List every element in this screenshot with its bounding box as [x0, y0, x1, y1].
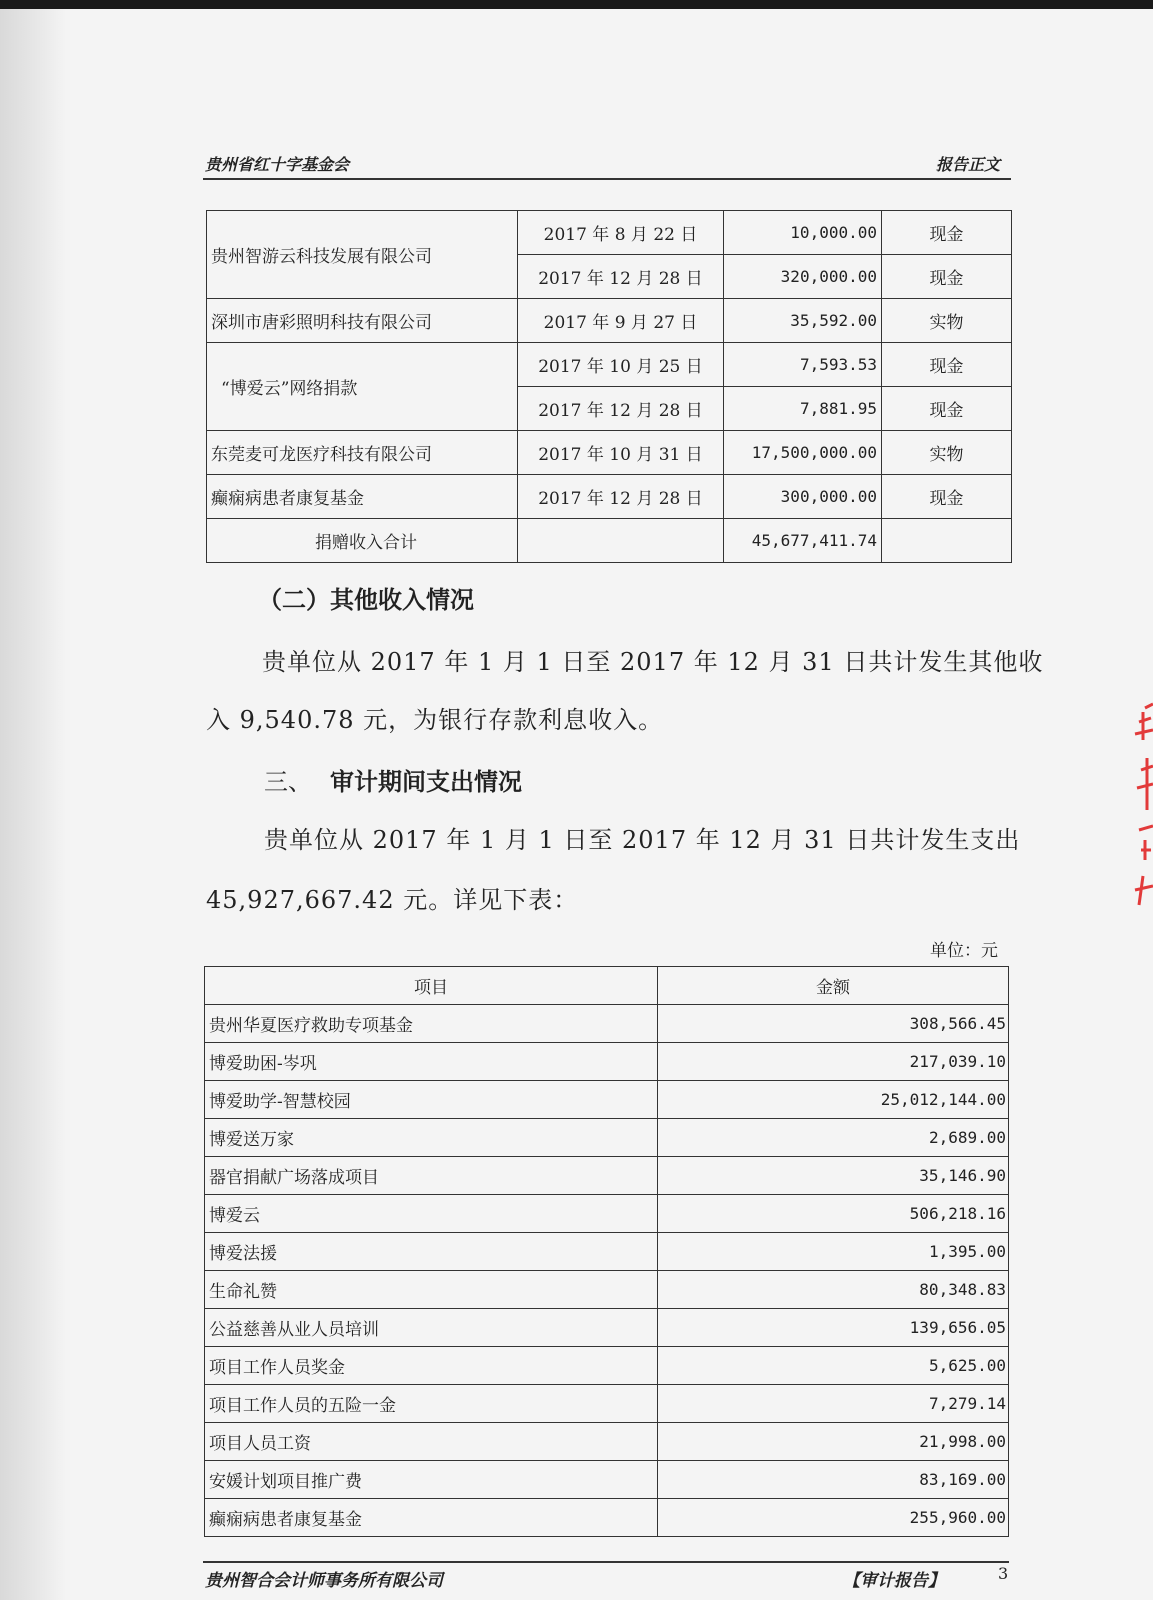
other-income-text-line2: 入 9,540.78 元，为银行存款利息收入。 — [206, 706, 664, 734]
donation-amount: 7,881.95 — [724, 387, 882, 431]
table-row — [205, 1461, 1009, 1499]
expense-item: 项目工作人员奖金 — [205, 1347, 658, 1385]
donation-type: 现金 — [882, 343, 1012, 387]
empty-cell — [882, 519, 1012, 563]
donation-amount: 35,592.00 — [724, 299, 882, 343]
expense-amount: 25,012,144.00 — [658, 1081, 1009, 1119]
donor-name: “博爱云”网络捐款 — [207, 343, 518, 431]
table-row — [205, 1195, 1009, 1233]
table-row — [207, 211, 1012, 255]
donation-type: 实物 — [882, 431, 1012, 475]
total-label: 捐赠收入合计 — [207, 519, 518, 563]
table-row — [205, 1347, 1009, 1385]
table-row — [205, 1309, 1009, 1347]
donor-name: 贵州智游云科技发展有限公司 — [207, 211, 518, 299]
donation-amount: 320,000.00 — [724, 255, 882, 299]
expense-amount: 217,039.10 — [658, 1043, 1009, 1081]
donation-amount: 17,500,000.00 — [724, 431, 882, 475]
table-row — [207, 475, 1012, 519]
table-row — [207, 299, 1012, 343]
expense-item: 博爱送万家 — [205, 1119, 658, 1157]
expense-item: 器官捐献广场落成项目 — [205, 1157, 658, 1195]
expense-amount: 1,395.00 — [658, 1233, 1009, 1271]
donation-amount: 300,000.00 — [724, 475, 882, 519]
column-header-amount: 金额 — [658, 967, 1009, 1005]
expense-item: 安媛计划项目推广费 — [205, 1461, 658, 1499]
expense-amount: 80,348.83 — [658, 1271, 1009, 1309]
expense-item: 癫痫病患者康复基金 — [205, 1499, 658, 1537]
table-row — [205, 1081, 1009, 1119]
red-seal-stamp — [1125, 700, 1153, 920]
scan-left-shadow — [0, 9, 66, 1600]
unit-label: 单位：元 — [930, 941, 998, 961]
expense-amount: 2,689.00 — [658, 1119, 1009, 1157]
table-row — [205, 1119, 1009, 1157]
total-amount: 45,677,411.74 — [724, 519, 882, 563]
table-row — [207, 431, 1012, 475]
table-row — [205, 1233, 1009, 1271]
donation-type: 现金 — [882, 255, 1012, 299]
empty-cell — [518, 519, 724, 563]
expense-item: 贵州华夏医疗救助专项基金 — [205, 1005, 658, 1043]
other-income-text-line1: 贵单位从 2017 年 1 月 1 日至 2017 年 12 月 31 日共计发生其他收 — [262, 648, 1044, 676]
donation-date: 2017 年 12 月 28 日 — [518, 475, 724, 519]
footer-rule — [203, 1561, 1009, 1563]
expense-text-line1: 贵单位从 2017 年 1 月 1 日至 2017 年 12 月 31 日共计发生支出 — [264, 826, 1021, 854]
table-row — [205, 1385, 1009, 1423]
header-organization: 贵州省红十字基金会 — [205, 155, 350, 174]
expense-table — [204, 966, 1009, 1537]
expense-amount: 7,279.14 — [658, 1385, 1009, 1423]
table-row — [205, 1423, 1009, 1461]
column-header-item: 项目 — [205, 967, 658, 1005]
donation-type: 现金 — [882, 475, 1012, 519]
expense-heading-number: 三、 — [264, 768, 312, 796]
expense-item: 项目人员工资 — [205, 1423, 658, 1461]
donation-type: 现金 — [882, 211, 1012, 255]
expense-item: 项目工作人员的五险一金 — [205, 1385, 658, 1423]
expense-amount: 506,218.16 — [658, 1195, 1009, 1233]
donor-name: 深圳市唐彩照明科技有限公司 — [207, 299, 518, 343]
donation-date: 2017 年 12 月 28 日 — [518, 387, 724, 431]
expense-heading: 审计期间支出情况 — [330, 767, 522, 796]
donation-amount: 10,000.00 — [724, 211, 882, 255]
donor-name: 癫痫病患者康复基金 — [207, 475, 518, 519]
donation-type: 现金 — [882, 387, 1012, 431]
footer-report-label: 【审计报告】 — [843, 1571, 945, 1591]
expense-item: 生命礼赞 — [205, 1271, 658, 1309]
total-row — [207, 519, 1012, 563]
table-row — [205, 1271, 1009, 1309]
donation-date: 2017 年 9 月 27 日 — [518, 299, 724, 343]
header-rule — [203, 178, 1011, 180]
expense-amount: 35,146.90 — [658, 1157, 1009, 1195]
expense-amount: 83,169.00 — [658, 1461, 1009, 1499]
expense-amount: 139,656.05 — [658, 1309, 1009, 1347]
table-row — [207, 343, 1012, 387]
donation-date: 2017 年 10 月 25 日 — [518, 343, 724, 387]
expense-amount: 5,625.00 — [658, 1347, 1009, 1385]
scan-top-border — [0, 0, 1153, 9]
donation-date: 2017 年 10 月 31 日 — [518, 431, 724, 475]
other-income-heading: （二）其他收入情况 — [258, 585, 474, 614]
footer-firm: 贵州智合会计师事务所有限公司 — [205, 1571, 443, 1591]
page-number: 3 — [998, 1564, 1009, 1583]
expense-item: 博爱云 — [205, 1195, 658, 1233]
table-row — [205, 1005, 1009, 1043]
expense-item: 博爱助困-岑巩 — [205, 1043, 658, 1081]
expense-amount: 21,998.00 — [658, 1423, 1009, 1461]
donation-date: 2017 年 8 月 22 日 — [518, 211, 724, 255]
table-row — [205, 1157, 1009, 1195]
expense-item: 博爱助学-智慧校园 — [205, 1081, 658, 1119]
expense-text-line2: 45,927,667.42 元。详见下表： — [206, 886, 579, 914]
donation-type: 实物 — [882, 299, 1012, 343]
donation-date: 2017 年 12 月 28 日 — [518, 255, 724, 299]
donation-table — [206, 210, 1012, 563]
expense-item: 公益慈善从业人员培训 — [205, 1309, 658, 1347]
table-header-row — [205, 967, 1009, 1005]
header-section: 报告正文 — [936, 155, 1001, 174]
expense-item: 博爱法援 — [205, 1233, 658, 1271]
donation-amount: 7,593.53 — [724, 343, 882, 387]
table-row — [205, 1043, 1009, 1081]
expense-amount: 255,960.00 — [658, 1499, 1009, 1537]
table-row — [205, 1499, 1009, 1537]
expense-amount: 308,566.45 — [658, 1005, 1009, 1043]
donor-name: 东莞麦可龙医疗科技有限公司 — [207, 431, 518, 475]
